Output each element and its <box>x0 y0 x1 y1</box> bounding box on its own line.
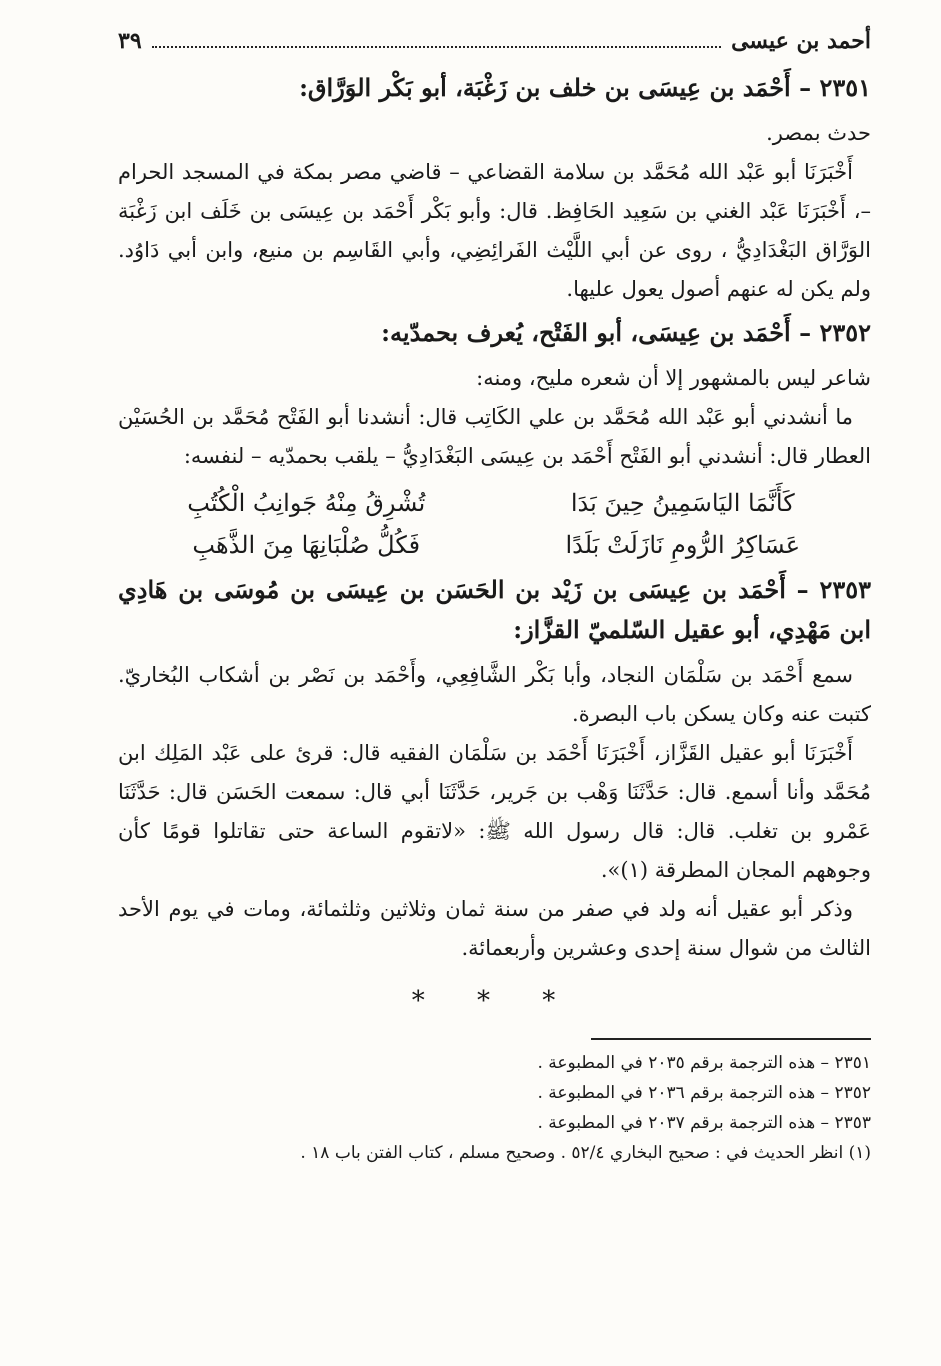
poem-verse <box>148 482 841 566</box>
page-number: ٣٩ <box>118 28 142 54</box>
book-page <box>118 28 871 1346</box>
entry-2352-para: ما أنشدني أبو عَبْد الله مُحَمَّد بن علي الكَاتِب قال: أنشدنا أبو الفَتْح مُحَمَّد بن الحُسَيْن العطار قال: أنشدني أبو الفَتْح أَحْمَد بن عِيسَى البَغْدَادِيُّ – يلقب بحمدّيه – لنفسه: <box>118 405 871 468</box>
verse-hemistich: فَكُلُّ صُلْبَانِهَا مِنَ الذَّهَبِ <box>192 531 421 559</box>
verse-hemistich: عَسَاكِرُ الرُّومِ نَازَلَتْ بَلَدًا <box>565 531 801 559</box>
entry-2351-para: حدث بمصر. <box>766 121 871 145</box>
section-separator: * * * <box>411 986 578 1016</box>
footnote: ٢٣٥٣ – هذه الترجمة برقم ٢٠٣٧ في المطبوعة . <box>537 1113 871 1133</box>
footnote: ٢٣٥٢ – هذه الترجمة برقم ٢٠٣٦ في المطبوعة . <box>537 1083 871 1103</box>
entry-2353-para: وذكر أبو عقيل أنه ولد في صفر من سنة ثمان وثلاثين وثلثمائة، ومات في يوم الأحد الثالث من شوال سنة إحدى وعشرين وأربعمائة. <box>118 897 871 960</box>
header-dot-leader <box>152 46 721 48</box>
verse-hemistich: تُشْرِقُ مِنْهُ جَوانِبُ الْكُتُبِ <box>187 489 426 517</box>
running-header <box>118 28 871 64</box>
verse-hemistich: كَأَنَّمَا اليَاسَمِينُ حِينَ بَدَا <box>570 489 795 517</box>
entry-heading-2351: ٢٣٥١ – أَحْمَد بن عِيسَى بن خلف بن زَغْبَة، أبو بَكْر الوَرَّاق: <box>299 73 871 102</box>
entry-2351-para: أَخْبَرَنَا أبو عَبْد الله مُحَمَّد بن سلامة القضاعي – قاضي مصر بمكة في المسجد الحرام –، أَخْبَرَنَا عَبْد الغني بن سَعِيد الحَافِظ. قال: وأبو بَكْر أَحْمَد بن عِيسَى بن خَلَف ابن زَغْبَة الوَرَّاق البَغْدَادِيُّ ، روى عن أبي اللَّيْث الفَرائِضِي، وأبي القَاسِم بن منيع، وابن أبي دَاوُد. ولم يكن له عنهم أصول يعول عليها. <box>118 160 871 301</box>
footnote: ٢٣٥١ – هذه الترجمة برقم ٢٠٣٥ في المطبوعة . <box>537 1053 871 1073</box>
entry-heading-2353: ٢٣٥٣ – أَحْمَد بن عِيسَى بن زَيْد بن الحَسَن بن عِيسَى بن مُوسَى بن هَادِي ابن مَهْدِي، أبو عقيل السّلميّ القزَّاز: <box>118 575 871 644</box>
entry-2352-para: شاعر ليس بالمشهور إلا أن شعره مليح، ومنه: <box>476 366 871 390</box>
entry-2353-para: أَخْبَرَنَا أبو عقيل القَزَّاز، أَخْبَرَنَا أَحْمَد بن سَلْمَان الفقيه قال: قرئ على عَبْد المَلِك ابن مُحَمَّد وأنا أسمع. قال: حَدَّثَنَا وَهْب بن جَرير، حَدَّثَنَا أبي قال: سمعت الحَسَن قال: حَدَّثَنَا عَمْرو بن تغلب. قال: قال رسول الله ﷺ: «لاتقوم الساعة حتى تقاتلوا قومًا كأن وجوههم المجان المطرقة (١)». <box>118 741 871 882</box>
entry-2353-para: سمع أَحْمَد بن سَلْمَان النجاد، وأبا بَكْر الشَّافِعِي، وأَحْمَد بن نَصْر بن أشكاب البُخاريّ. كتبت عنه وكان يسكن باب البصرة. <box>118 663 871 726</box>
running-title: أحمد بن عيسى <box>731 28 871 54</box>
entry-heading-2352: ٢٣٥٢ – أَحْمَد بن عِيسَى، أبو الفَتْح، يُعرف بحمدّيه: <box>381 318 871 347</box>
footnote: (١) انظر الحديث في : صحيح البخاري ٥٢/٤ . وصحيح مسلم ، كتاب الفتن باب ١٨ . <box>300 1143 871 1163</box>
footnote-rule <box>591 1038 871 1040</box>
